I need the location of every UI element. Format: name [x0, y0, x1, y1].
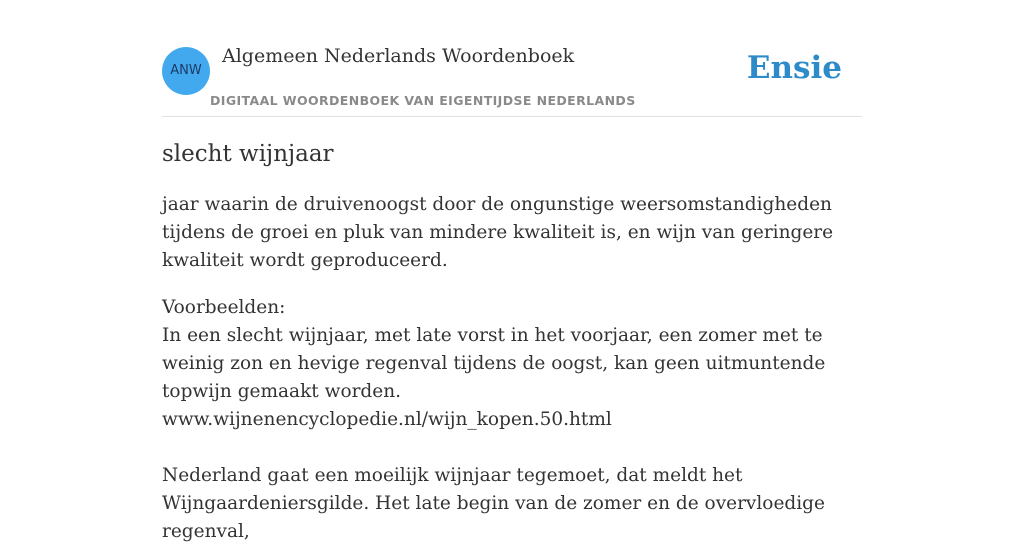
example-source: www.wijnenencyclopedie.nl/wijn_kopen.50.html	[162, 409, 612, 430]
example-text: Nederland gaat een moeilijk wijnjaar tegemoet, dat meldt het Wijngaardeniersgilde. Het late begin van de zomer en de overvloedige regenval,	[162, 465, 825, 542]
entry-content	[162, 138, 864, 546]
examples-section	[162, 294, 864, 546]
entry-term: slecht wijnjaar	[162, 141, 334, 167]
examples-label: Voorbeelden:	[162, 297, 286, 318]
entry-definition: jaar waarin de druivenoogst door de ongunstige weersomstandigheden tijdens de groei en pluk van mindere kwaliteit is, en wijn van geringere kwaliteit wordt geproduceerd.	[162, 194, 834, 271]
site-header	[162, 0, 862, 117]
example-spacer	[162, 434, 864, 462]
site-subtitle: DIGITAAL WOORDENBOEK VAN EIGENTIJDSE NEDERLANDS	[210, 93, 636, 108]
ensie-brand-logo[interactable]: Ensie	[746, 50, 842, 86]
example-text: In een slecht wijnjaar, met late vorst in het voorjaar, een zomer met te weinig zon en hevige regenval tijdens de oogst, kan geen uitmuntende topwijn gemaakt worden.	[162, 325, 826, 402]
site-title[interactable]: Algemeen Nederlands Woordenboek	[222, 45, 575, 67]
anw-logo[interactable]: ANW	[162, 47, 210, 95]
